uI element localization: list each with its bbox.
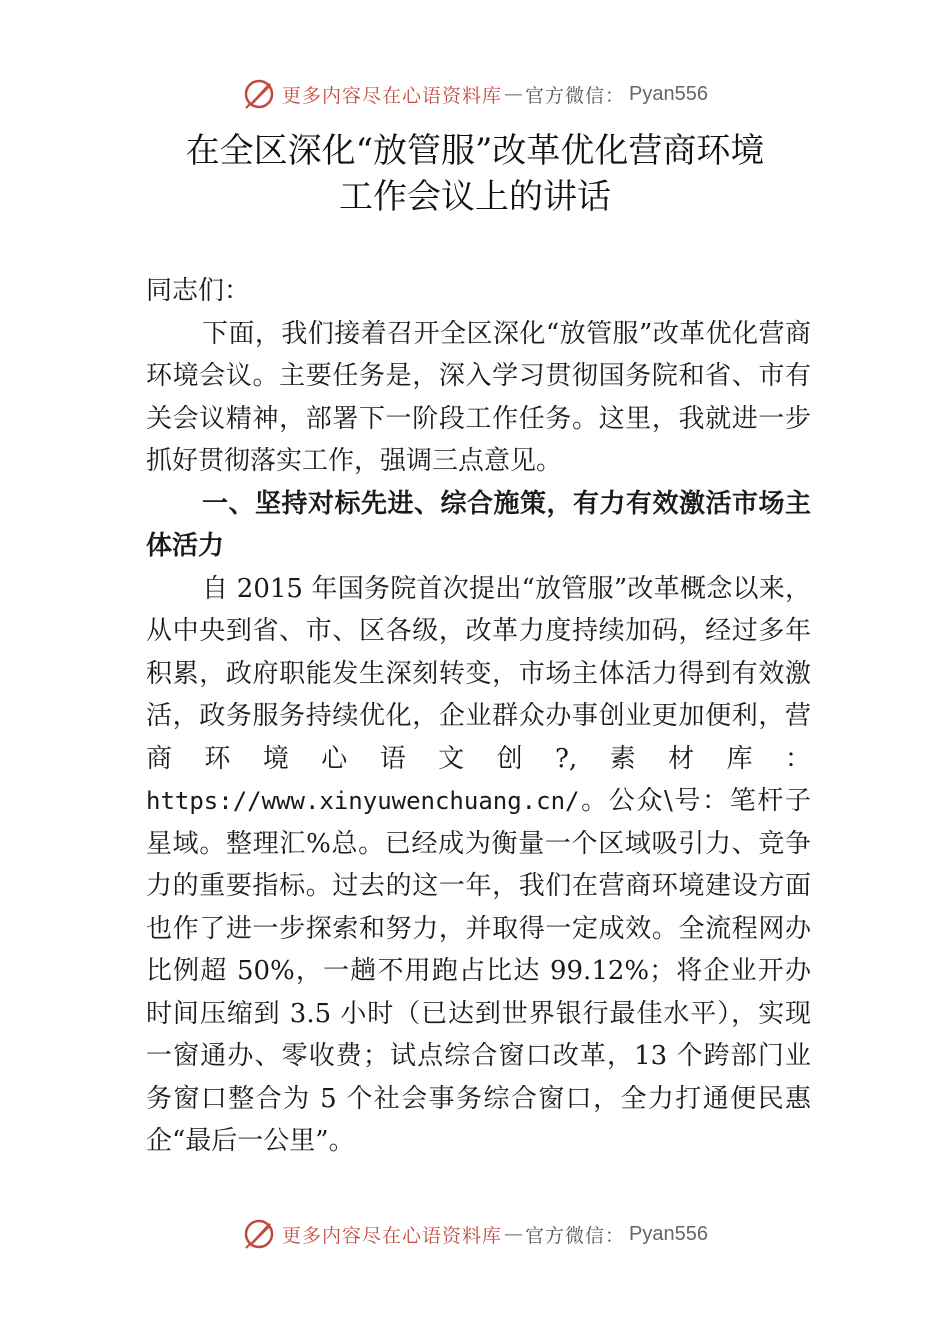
banner-text: 更多内容尽在心语资料库 (282, 84, 503, 107)
banner-wechat-id: Pyan556 (629, 82, 708, 105)
footer-wechat-id: Pyan556 (629, 1222, 708, 1245)
paragraph-2 (146, 568, 811, 1163)
footer-banner-text: 更多内容尽在心语资料库 (282, 1224, 503, 1247)
title-line-1: 在全区深化“放管服”改革优化营商环境 (185, 131, 765, 171)
paragraph-2-part-1: 自 2015 年国务院首次提出“放管服”改革概念以来，从中央到省、市、区各级，改革力度持续加码，经过多年积累，政府职能发生深刻转变，市场主体活力得到有效激活，政务服务持续优化，企业群众办事创业更加便利，营商环境心语文创?,素材库： (146, 573, 811, 774)
paragraph-1: 下面，我们接着召开全区深化“放管服”改革优化营商环境会议。主要任务是，深入学习贯彻国务院和省、市有关会议精神，部署下一阶段工作任务。这里，我就进一步抓好贯彻落实工作，强调三点意见。 (146, 318, 811, 476)
source-url: https://www.xinyuwenchuang.cn/ (146, 787, 580, 815)
paragraph-2-part-2: 。公众\号：笔杆子星域。整理汇%总。已经成为衡量一个区域吸引力、竞争力的重要指标。过去的这一年，我们在营商环境建设方面也作了进一步探索和努力，并取得一定成效。全流程网办比例超 50%，一趟不用跑占比达 99.12%；将企业开办时间压缩到 3.5 小时（已达到世界银行最佳水平），实现一窗通办、零收费；试点综合窗口改革，13 个跨部门业务窗口整合为 5 个社会事务综合窗口，全力打通便民惠企“最后一公里”。 (146, 786, 811, 1156)
footer-wechat-label: 官方微信： (525, 1224, 626, 1247)
banner-dash: — (504, 83, 524, 105)
section-heading-1: 一、坚持对标先进、综合施策，有力有效激活市场主体活力 (146, 488, 811, 561)
title-line-2: 工作会议上的讲话 (339, 177, 611, 217)
banner-wechat-label: 官方微信： (525, 84, 626, 107)
footer-banner-dash: — (504, 1223, 524, 1245)
document-body (146, 270, 811, 1163)
quill-logo-icon (242, 77, 276, 111)
salutation: 同志们： (146, 276, 251, 306)
header-banner (0, 74, 950, 114)
document-title (0, 128, 950, 220)
footer-banner (0, 1214, 950, 1254)
quill-logo-icon (242, 1217, 276, 1251)
